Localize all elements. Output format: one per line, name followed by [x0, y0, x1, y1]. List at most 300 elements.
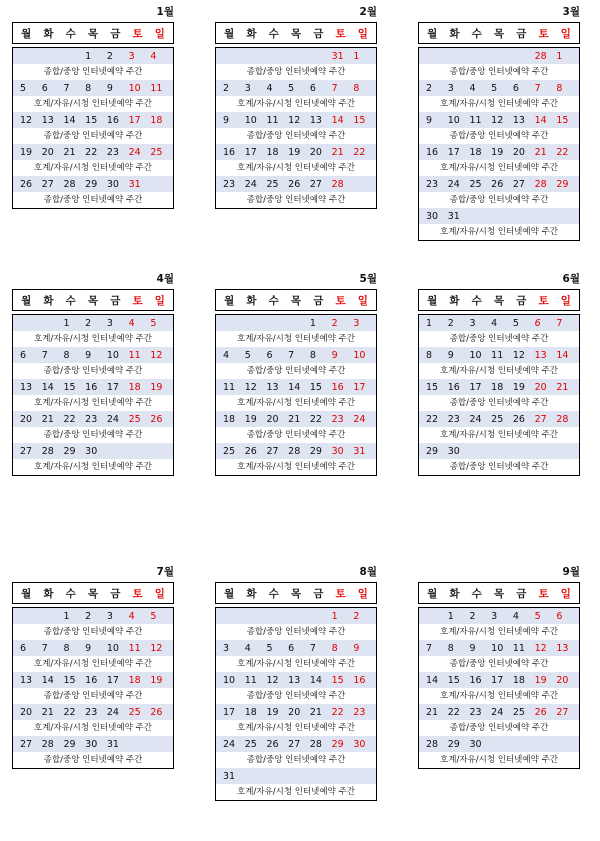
- day-cell: 12: [150, 349, 163, 361]
- day-cell: 26: [244, 445, 257, 457]
- week-row: [419, 640, 579, 656]
- day-cell: 1: [63, 317, 70, 329]
- day-cell: 3: [447, 82, 454, 94]
- day-cell: 14: [556, 349, 569, 361]
- weekday-label: 수: [471, 294, 482, 307]
- day-cell: 24: [469, 413, 482, 425]
- day-cell: 27: [512, 178, 525, 190]
- reservation-note: 호계/자유/시청 인터넷예약 주간: [13, 656, 173, 672]
- reservation-note: 호계/자유/시청 인터넷예약 주간: [216, 784, 376, 800]
- day-cell: 29: [426, 445, 439, 457]
- weekday-label: 토: [132, 27, 143, 40]
- weekday-label: 월: [21, 27, 32, 40]
- day-cell: 5: [150, 317, 157, 329]
- day-cell: 6: [309, 82, 316, 94]
- weekday-label: 금: [110, 27, 121, 40]
- month-calendar: [418, 566, 580, 769]
- reservation-note: 호계/자유/시청 인터넷예약 주간: [419, 160, 579, 176]
- week-row: [13, 48, 173, 64]
- reservation-note: 호계/자유/시청 인터넷예약 주간: [419, 688, 579, 704]
- reservation-note: 종합/중앙 인터넷예약 주간: [13, 192, 173, 208]
- day-cell: 13: [309, 114, 322, 126]
- month-title: 6월: [562, 273, 580, 285]
- day-cell: 31: [447, 210, 460, 222]
- weekday-label: 수: [268, 294, 279, 307]
- week-row: [13, 736, 173, 752]
- week-row: [13, 704, 173, 720]
- day-cell: 3: [106, 610, 113, 622]
- day-cell: 15: [63, 381, 76, 393]
- day-cell: 1: [447, 610, 454, 622]
- reservation-note: 호계/자유/시청 인터넷예약 주간: [13, 720, 173, 736]
- day-cell: 6: [534, 317, 541, 329]
- day-cell: 8: [331, 642, 338, 654]
- day-cell: 11: [491, 349, 504, 361]
- day-cell: 21: [426, 706, 439, 718]
- day-cell: 30: [353, 738, 366, 750]
- day-cell: 12: [20, 114, 33, 126]
- week-row: [216, 411, 376, 427]
- day-cell: 8: [556, 82, 563, 94]
- reservation-note: 호계/자유/시청 인터넷예약 주간: [419, 427, 579, 443]
- weekday-label: 목: [493, 587, 505, 600]
- reservation-note: 종합/중앙 인터넷예약 주간: [13, 752, 173, 768]
- month-grid: [12, 607, 174, 769]
- week-row: [216, 443, 376, 459]
- day-cell: 12: [150, 642, 163, 654]
- day-cell: 7: [309, 642, 316, 654]
- day-cell: 11: [223, 381, 236, 393]
- day-cell: 5: [534, 610, 541, 622]
- weekday-label: 토: [538, 27, 549, 40]
- day-cell: 27: [41, 178, 54, 190]
- day-cell: 22: [556, 146, 569, 158]
- day-cell: 22: [85, 146, 98, 158]
- weekday-label: 일: [357, 587, 368, 600]
- week-row: [216, 176, 376, 192]
- day-cell: 5: [150, 610, 157, 622]
- day-cell: 28: [309, 738, 322, 750]
- day-cell: 20: [534, 381, 547, 393]
- day-cell: 10: [106, 349, 119, 361]
- week-row: [419, 315, 579, 331]
- reservation-note: 종합/중앙 인터넷예약 주간: [419, 128, 579, 144]
- day-cell: 20: [266, 413, 279, 425]
- week-row: [13, 608, 173, 624]
- day-cell: 8: [63, 349, 70, 361]
- weekday-header: [418, 22, 580, 44]
- day-cell: 13: [20, 674, 33, 686]
- day-cell: 9: [469, 642, 476, 654]
- weekday-label: 금: [110, 587, 121, 600]
- month-title: 4월: [156, 273, 174, 285]
- day-cell: 14: [63, 114, 76, 126]
- day-cell: 7: [534, 82, 541, 94]
- week-row: [13, 112, 173, 128]
- day-cell: 18: [469, 146, 482, 158]
- month-calendar: [215, 6, 377, 209]
- day-cell: 26: [150, 706, 163, 718]
- day-cell: 20: [20, 706, 33, 718]
- day-cell: 22: [63, 413, 76, 425]
- reservation-note: 종합/중앙 인터넷예약 주간: [419, 656, 579, 672]
- weekday-label: 월: [427, 294, 438, 307]
- reservation-note: 종합/중앙 인터넷예약 주간: [419, 64, 579, 80]
- day-cell: 23: [353, 706, 366, 718]
- day-cell: 8: [447, 642, 454, 654]
- day-cell: 7: [41, 642, 48, 654]
- month-grid: [418, 607, 580, 769]
- day-cell: 16: [426, 146, 439, 158]
- day-cell: 30: [85, 738, 98, 750]
- reservation-note: 호계/자유/시청 인터넷예약 주간: [216, 459, 376, 475]
- week-row: [419, 411, 579, 427]
- day-cell: 27: [556, 706, 569, 718]
- reservation-note: 호계/자유/시청 인터넷예약 주간: [13, 395, 173, 411]
- day-cell: 15: [556, 114, 569, 126]
- day-cell: 26: [266, 738, 279, 750]
- weekday-label: 토: [538, 587, 549, 600]
- week-row: [419, 144, 579, 160]
- day-cell: 24: [106, 413, 119, 425]
- day-cell: 5: [244, 349, 251, 361]
- day-cell: 22: [426, 413, 439, 425]
- reservation-note: 호계/자유/시청 인터넷예약 주간: [419, 363, 579, 379]
- day-cell: 19: [150, 381, 163, 393]
- week-row: [216, 608, 376, 624]
- month-calendar: [215, 566, 377, 801]
- reservation-note: 종합/중앙 인터넷예약 주간: [13, 427, 173, 443]
- day-cell: 20: [556, 674, 569, 686]
- weekday-header: [12, 289, 174, 311]
- day-cell: 29: [309, 445, 322, 457]
- reservation-note: 종합/중앙 인터넷예약 주간: [216, 192, 376, 208]
- day-cell: 11: [469, 114, 482, 126]
- reservation-note: 호계/자유/시청 인터넷예약 주간: [419, 624, 579, 640]
- day-cell: 21: [534, 146, 547, 158]
- day-cell: 26: [20, 178, 33, 190]
- day-cell: 28: [556, 413, 569, 425]
- weekday-label: 수: [65, 294, 76, 307]
- weekday-label: 화: [449, 587, 460, 600]
- day-cell: 21: [556, 381, 569, 393]
- month-title: 5월: [359, 273, 377, 285]
- reservation-note: 종합/중앙 인터넷예약 주간: [419, 331, 579, 347]
- reservation-note: 종합/중앙 인터넷예약 주간: [13, 363, 173, 379]
- day-cell: 17: [244, 146, 257, 158]
- reservation-note: 종합/중앙 인터넷예약 주간: [419, 459, 579, 475]
- day-cell: 1: [331, 610, 338, 622]
- day-cell: 18: [128, 381, 141, 393]
- reservation-note: 종합/중앙 인터넷예약 주간: [419, 395, 579, 411]
- day-cell: 24: [491, 706, 504, 718]
- day-cell: 24: [223, 738, 236, 750]
- day-cell: 28: [534, 50, 547, 62]
- week-row: [419, 608, 579, 624]
- day-cell: 6: [41, 82, 48, 94]
- day-cell: 27: [288, 738, 301, 750]
- day-cell: 25: [491, 413, 504, 425]
- reservation-note: 호계/자유/시청 인터넷예약 주간: [419, 96, 579, 112]
- weekday-label: 월: [224, 27, 235, 40]
- weekday-label: 화: [449, 294, 460, 307]
- month-grid: [215, 607, 377, 801]
- month-calendar: [418, 273, 580, 476]
- weekday-label: 일: [154, 27, 165, 40]
- day-cell: 24: [353, 413, 366, 425]
- day-cell: 11: [128, 349, 141, 361]
- day-cell: 26: [534, 706, 547, 718]
- day-cell: 5: [288, 82, 295, 94]
- weekday-label: 목: [290, 294, 302, 307]
- weekday-label: 일: [560, 27, 571, 40]
- weekday-label: 토: [335, 294, 346, 307]
- day-cell: 5: [20, 82, 27, 94]
- weekday-label: 화: [246, 587, 257, 600]
- week-row: [216, 672, 376, 688]
- day-cell: 2: [469, 610, 476, 622]
- reservation-note: 종합/중앙 인터넷예약 주간: [419, 192, 579, 208]
- weekday-label: 수: [65, 587, 76, 600]
- day-cell: 1: [353, 50, 360, 62]
- reservation-note: 종합/중앙 인터넷예약 주간: [216, 688, 376, 704]
- weekday-label: 수: [268, 587, 279, 600]
- day-cell: 25: [150, 146, 163, 158]
- week-row: [216, 144, 376, 160]
- weekday-label: 일: [154, 294, 165, 307]
- reservation-note: 호계/자유/시청 인터넷예약 주간: [216, 96, 376, 112]
- day-cell: 9: [106, 82, 113, 94]
- weekday-label: 화: [43, 587, 54, 600]
- day-cell: 15: [447, 674, 460, 686]
- month-title: 8월: [359, 566, 377, 578]
- day-cell: 3: [469, 317, 476, 329]
- weekday-label: 화: [449, 27, 460, 40]
- day-cell: 16: [223, 146, 236, 158]
- week-row: [13, 144, 173, 160]
- day-cell: 20: [41, 146, 54, 158]
- day-cell: 1: [309, 317, 316, 329]
- day-cell: 20: [309, 146, 322, 158]
- day-cell: 17: [106, 381, 119, 393]
- day-cell: 6: [266, 349, 273, 361]
- day-cell: 10: [128, 82, 141, 94]
- day-cell: 19: [266, 706, 279, 718]
- reservation-note: 종합/중앙 인터넷예약 주간: [13, 64, 173, 80]
- weekday-label: 수: [471, 587, 482, 600]
- week-row: [13, 379, 173, 395]
- day-cell: 25: [469, 178, 482, 190]
- day-cell: 13: [534, 349, 547, 361]
- day-cell: 4: [244, 642, 251, 654]
- day-cell: 21: [331, 146, 344, 158]
- day-cell: 21: [309, 706, 322, 718]
- day-cell: 14: [534, 114, 547, 126]
- reservation-note: 종합/중앙 인터넷예약 주간: [216, 427, 376, 443]
- reservation-note: 호계/자유/시청 인터넷예약 주간: [13, 96, 173, 112]
- day-cell: 23: [85, 706, 98, 718]
- day-cell: 2: [106, 50, 113, 62]
- day-cell: 1: [426, 317, 433, 329]
- weekday-header: [215, 582, 377, 604]
- day-cell: 25: [244, 738, 257, 750]
- week-row: [419, 48, 579, 64]
- month-calendar: [215, 273, 377, 476]
- day-cell: 13: [288, 674, 301, 686]
- day-cell: 11: [512, 642, 525, 654]
- day-cell: 8: [85, 82, 92, 94]
- day-cell: 14: [41, 674, 54, 686]
- week-row: [419, 443, 579, 459]
- day-cell: 8: [426, 349, 433, 361]
- weekday-label: 목: [87, 27, 99, 40]
- week-row: [13, 443, 173, 459]
- day-cell: 3: [353, 317, 360, 329]
- reservation-note: 호계/자유/시청 인터넷예약 주간: [419, 224, 579, 240]
- day-cell: 13: [20, 381, 33, 393]
- weekday-label: 일: [560, 294, 571, 307]
- day-cell: 19: [244, 413, 257, 425]
- day-cell: 9: [353, 642, 360, 654]
- day-cell: 6: [20, 642, 27, 654]
- day-cell: 26: [512, 413, 525, 425]
- week-row: [419, 176, 579, 192]
- day-cell: 31: [106, 738, 119, 750]
- weekday-label: 일: [560, 587, 571, 600]
- day-cell: 12: [512, 349, 525, 361]
- month-calendar: [12, 566, 174, 769]
- day-cell: 19: [512, 381, 525, 393]
- day-cell: 17: [223, 706, 236, 718]
- day-cell: 18: [244, 706, 257, 718]
- day-cell: 3: [491, 610, 498, 622]
- day-cell: 16: [106, 114, 119, 126]
- day-cell: 13: [41, 114, 54, 126]
- weekday-label: 화: [43, 294, 54, 307]
- weekday-label: 금: [313, 587, 324, 600]
- day-cell: 31: [128, 178, 141, 190]
- reservation-note: 호계/자유/시청 인터넷예약 주간: [216, 395, 376, 411]
- day-cell: 3: [244, 82, 251, 94]
- day-cell: 18: [491, 381, 504, 393]
- day-cell: 16: [331, 381, 344, 393]
- day-cell: 30: [106, 178, 119, 190]
- weekday-label: 월: [21, 587, 32, 600]
- month-title: 7월: [156, 566, 174, 578]
- week-row: [216, 315, 376, 331]
- week-row: [419, 208, 579, 224]
- reservation-note: 종합/중앙 인터넷예약 주간: [419, 720, 579, 736]
- weekday-label: 금: [516, 587, 527, 600]
- reservation-note: 호계/자유/시청 인터넷예약 주간: [13, 459, 173, 475]
- month-grid: [215, 314, 377, 476]
- week-row: [216, 48, 376, 64]
- day-cell: 30: [331, 445, 344, 457]
- day-cell: 10: [106, 642, 119, 654]
- day-cell: 30: [469, 738, 482, 750]
- day-cell: 27: [534, 413, 547, 425]
- day-cell: 21: [41, 413, 54, 425]
- day-cell: 25: [128, 706, 141, 718]
- month-calendar: [418, 6, 580, 241]
- day-cell: 15: [353, 114, 366, 126]
- weekday-label: 목: [87, 587, 99, 600]
- reservation-note: 종합/중앙 인터넷예약 주간: [13, 624, 173, 640]
- day-cell: 27: [20, 738, 33, 750]
- day-cell: 29: [85, 178, 98, 190]
- week-row: [419, 347, 579, 363]
- day-cell: 7: [288, 349, 295, 361]
- day-cell: 15: [85, 114, 98, 126]
- week-row: [419, 736, 579, 752]
- reservation-note: 호계/자유/시청 인터넷예약 주간: [419, 752, 579, 768]
- weekday-label: 토: [132, 587, 143, 600]
- day-cell: 23: [85, 413, 98, 425]
- reservation-note: 종합/중앙 인터넷예약 주간: [216, 128, 376, 144]
- day-cell: 1: [63, 610, 70, 622]
- week-row: [13, 315, 173, 331]
- day-cell: 12: [266, 674, 279, 686]
- day-cell: 19: [150, 674, 163, 686]
- day-cell: 14: [41, 381, 54, 393]
- month-calendar: [12, 273, 174, 476]
- day-cell: 6: [556, 610, 563, 622]
- day-cell: 13: [512, 114, 525, 126]
- day-cell: 15: [63, 674, 76, 686]
- day-cell: 5: [491, 82, 498, 94]
- day-cell: 2: [353, 610, 360, 622]
- day-cell: 9: [331, 349, 338, 361]
- day-cell: 9: [85, 642, 92, 654]
- weekday-label: 목: [290, 27, 302, 40]
- reservation-note: 종합/중앙 인터넷예약 주간: [13, 688, 173, 704]
- reservation-note: 호계/자유/시청 인터넷예약 주간: [13, 331, 173, 347]
- day-cell: 15: [309, 381, 322, 393]
- reservation-note: 호계/자유/시청 인터넷예약 주간: [13, 160, 173, 176]
- week-row: [13, 347, 173, 363]
- day-cell: 16: [469, 674, 482, 686]
- day-cell: 2: [85, 610, 92, 622]
- day-cell: 17: [491, 674, 504, 686]
- week-row: [216, 379, 376, 395]
- reservation-note: 종합/중앙 인터넷예약 주간: [216, 624, 376, 640]
- day-cell: 28: [288, 445, 301, 457]
- day-cell: 29: [63, 738, 76, 750]
- day-cell: 19: [534, 674, 547, 686]
- weekday-label: 일: [154, 587, 165, 600]
- day-cell: 25: [512, 706, 525, 718]
- month-grid: [418, 314, 580, 476]
- week-row: [216, 768, 376, 784]
- day-cell: 25: [223, 445, 236, 457]
- day-cell: 25: [128, 413, 141, 425]
- day-cell: 20: [288, 706, 301, 718]
- reservation-note: 종합/중앙 인터넷예약 주간: [216, 363, 376, 379]
- week-row: [216, 347, 376, 363]
- day-cell: 18: [223, 413, 236, 425]
- day-cell: 6: [512, 82, 519, 94]
- day-cell: 9: [426, 114, 433, 126]
- day-cell: 26: [288, 178, 301, 190]
- day-cell: 17: [447, 146, 460, 158]
- weekday-label: 목: [87, 294, 99, 307]
- week-row: [13, 80, 173, 96]
- day-cell: 22: [331, 706, 344, 718]
- day-cell: 16: [85, 381, 98, 393]
- day-cell: 4: [223, 349, 230, 361]
- month-grid: [12, 47, 174, 209]
- day-cell: 21: [288, 413, 301, 425]
